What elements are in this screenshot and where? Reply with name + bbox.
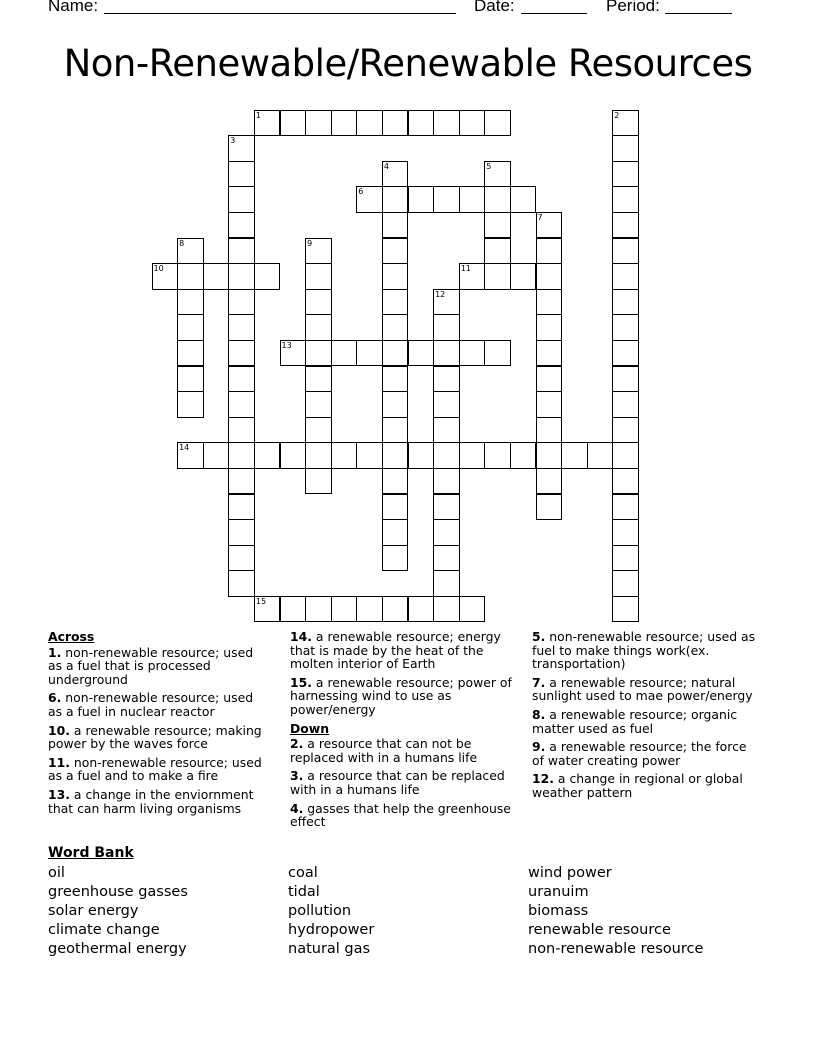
clue-number: 4: [383, 161, 389, 171]
crossword-cell[interactable]: [536, 289, 563, 316]
page-title: Non-Renewable/Renewable Resources: [63, 42, 753, 85]
crossword-cell[interactable]: [484, 186, 511, 213]
name-label: Name:: [48, 0, 99, 15]
crossword-cell[interactable]: [305, 366, 332, 393]
crossword-cell[interactable]: [356, 186, 383, 213]
clue-text: a renewable resource; organic matter used as fuel: [532, 706, 738, 736]
crossword-cell[interactable]: [228, 442, 255, 469]
crossword-cell[interactable]: [612, 366, 639, 393]
crossword-cell[interactable]: [612, 110, 639, 137]
crossword-cell[interactable]: [177, 391, 204, 418]
crossword-cell[interactable]: [408, 110, 435, 137]
crossword-cell[interactable]: [484, 110, 511, 137]
clue-number: 8: [179, 238, 185, 248]
word-bank-column-1: [48, 864, 188, 959]
crossword-cell[interactable]: [612, 238, 639, 265]
word-bank-item: natural gas: [288, 941, 371, 957]
crossword-cell[interactable]: [433, 340, 460, 367]
word-bank-item: renewable resource: [528, 922, 671, 938]
crossword-cell[interactable]: [459, 186, 486, 213]
crossword-cell[interactable]: [510, 442, 537, 469]
crossword-cell[interactable]: [433, 570, 460, 597]
crossword-cell[interactable]: [356, 110, 383, 137]
crossword-cell[interactable]: [433, 417, 460, 444]
word-bank-item: coal: [288, 865, 318, 881]
clue: [290, 737, 518, 764]
clue-num: 8.: [532, 706, 546, 722]
crossword-cell[interactable]: [484, 212, 511, 239]
clue-text: non-renewable resource; used as a fuel that is processed underground: [48, 644, 254, 687]
clue-number: 12: [435, 289, 446, 299]
clue-num: 14.: [290, 629, 312, 644]
crossword-cell[interactable]: [254, 596, 281, 623]
crossword-cell[interactable]: [536, 468, 563, 495]
clue-num: 6.: [48, 690, 62, 706]
crossword-cell[interactable]: [536, 212, 563, 239]
crossword-cell[interactable]: [382, 110, 409, 137]
crossword-cell[interactable]: [305, 238, 332, 265]
word-bank-item: oil: [48, 865, 65, 881]
crossword-cell[interactable]: [536, 314, 563, 341]
crossword-cell[interactable]: [612, 519, 639, 546]
crossword-cell[interactable]: [484, 442, 511, 469]
crossword-cell[interactable]: [612, 442, 639, 469]
clue-number: 2: [614, 110, 620, 120]
word-bank-item: solar energy: [48, 903, 139, 919]
crossword-cell[interactable]: [382, 340, 409, 367]
clue: [48, 691, 270, 718]
crossword-cell[interactable]: [382, 391, 409, 418]
clue-num: 10.: [48, 722, 70, 738]
clue: [290, 802, 518, 829]
word-bank-item: non-renewable resource: [528, 941, 704, 957]
clue-text: a change in regional or global weather pattern: [532, 771, 743, 800]
clue-text: non-renewable resource; used as a fuel in nuclear reactor: [48, 690, 254, 719]
crossword-cell[interactable]: [433, 366, 460, 393]
crossword-cell[interactable]: [433, 596, 460, 623]
crossword-cell[interactable]: [561, 442, 588, 469]
word-bank-item: uranuim: [528, 884, 589, 900]
crossword-cell[interactable]: [612, 417, 639, 444]
clue: [48, 788, 270, 815]
clue-text: a renewable resource; energy that is made by the heat of the molten interior of Earth: [290, 629, 501, 672]
clue: [290, 676, 518, 717]
crossword-cell[interactable]: [228, 289, 255, 316]
crossword-cell[interactable]: [203, 263, 230, 290]
crossword-cell[interactable]: [612, 289, 639, 316]
crossword-cell[interactable]: [408, 340, 435, 367]
crossword-cell[interactable]: [305, 391, 332, 418]
crossword-cell[interactable]: [280, 596, 307, 623]
word-bank-item: geothermal energy: [48, 941, 187, 957]
clue-number: 1: [255, 110, 261, 120]
crossword-cell[interactable]: [177, 289, 204, 316]
crossword-cell[interactable]: [459, 596, 486, 623]
crossword-cell[interactable]: [228, 161, 255, 188]
crossword-cell[interactable]: [254, 110, 281, 137]
crossword-cell[interactable]: [382, 238, 409, 265]
crossword-cell[interactable]: [536, 340, 563, 367]
crossword-cell[interactable]: [612, 212, 639, 239]
crossword-cell[interactable]: [459, 340, 486, 367]
crossword-cell[interactable]: [536, 391, 563, 418]
crossword-cell[interactable]: [382, 366, 409, 393]
crossword-cell[interactable]: [612, 161, 639, 188]
clue-num: 9.: [532, 739, 546, 755]
crossword-cell[interactable]: [382, 263, 409, 290]
crossword-cell[interactable]: [356, 596, 383, 623]
clue-text: a change in the enviornment that can harm living organisms: [48, 786, 254, 816]
crossword-cell[interactable]: [382, 161, 409, 188]
crossword-cell[interactable]: [612, 468, 639, 495]
crossword-cell[interactable]: [612, 545, 639, 572]
crossword-cell[interactable]: [382, 494, 409, 521]
word-bank-title: Word Bank: [48, 845, 134, 861]
clue-num: 13.: [48, 786, 70, 802]
crossword-cell[interactable]: [536, 417, 563, 444]
crossword-cell[interactable]: [228, 186, 255, 213]
crossword-cell[interactable]: [459, 110, 486, 137]
clue-number: 11: [460, 264, 471, 274]
crossword-cell[interactable]: [305, 468, 332, 495]
crossword-cell[interactable]: [280, 442, 307, 469]
crossword-cell[interactable]: [305, 263, 332, 290]
crossword-cell[interactable]: [612, 596, 639, 623]
clue-text: gasses that help the greenhouse effect: [290, 800, 511, 830]
clue-number: 13: [281, 340, 292, 350]
crossword-cell[interactable]: [612, 570, 639, 597]
crossword-cell[interactable]: [433, 289, 460, 316]
crossword-cell[interactable]: [228, 391, 255, 418]
crossword-cell[interactable]: [228, 494, 255, 521]
crossword-cell[interactable]: [331, 110, 358, 137]
crossword-cell[interactable]: [305, 442, 332, 469]
crossword-cell[interactable]: [382, 596, 409, 623]
crossword-cell[interactable]: [177, 366, 204, 393]
clue-num: 5.: [532, 629, 546, 644]
crossword-cell[interactable]: [612, 263, 639, 290]
clue-number: 14: [179, 443, 190, 453]
word-bank-column-2: [288, 864, 374, 959]
clue-heading: Across: [48, 629, 95, 644]
crossword-cell[interactable]: [382, 545, 409, 572]
crossword-cell[interactable]: [177, 314, 204, 341]
crossword-cell[interactable]: [177, 238, 204, 265]
clue-text: non-renewable resource; used as a fuel and to make a fire: [48, 754, 262, 784]
clue-num: 15.: [290, 674, 312, 690]
crossword-cell[interactable]: [228, 545, 255, 572]
word-bank-item: pollution: [288, 903, 352, 919]
crossword-cell[interactable]: [305, 596, 332, 623]
crossword-cell[interactable]: [612, 314, 639, 341]
clue: [532, 740, 760, 767]
crossword-cell[interactable]: [484, 161, 511, 188]
crossword-cell[interactable]: [612, 340, 639, 367]
clue-text: a renewable resource; power of harnessing wind to use as power/energy: [290, 674, 512, 717]
crossword-cell[interactable]: [536, 263, 563, 290]
clue-num: 7.: [532, 674, 546, 690]
crossword-cell[interactable]: [612, 135, 639, 162]
clue-column-3: [532, 630, 760, 805]
crossword-cell[interactable]: [228, 468, 255, 495]
crossword-cell[interactable]: [203, 442, 230, 469]
crossword-cell[interactable]: [331, 340, 358, 367]
crossword-cell[interactable]: [382, 468, 409, 495]
crossword-cell[interactable]: [484, 238, 511, 265]
crossword-cell[interactable]: [433, 545, 460, 572]
clue: [48, 724, 270, 751]
crossword-cell[interactable]: [484, 340, 511, 367]
crossword-cell[interactable]: [331, 442, 358, 469]
clue-num: 1.: [48, 644, 62, 660]
clue-text: a renewable resource; the force of water creating power: [532, 739, 747, 768]
crossword-cell[interactable]: [536, 238, 563, 265]
crossword-cell[interactable]: [228, 519, 255, 546]
clue-number: 10: [153, 264, 164, 274]
crossword-cell[interactable]: [510, 263, 537, 290]
clue-text: a renewable resource; natural sunlight used to mae power/energy: [532, 674, 753, 704]
crossword-cell[interactable]: [228, 135, 255, 162]
clue-num: 4.: [290, 800, 304, 816]
crossword-cell[interactable]: [459, 442, 486, 469]
clue-column-1: [48, 630, 270, 820]
clue-number: 9: [307, 238, 313, 248]
clue-number: 5: [486, 161, 492, 171]
crossword-cell[interactable]: [177, 340, 204, 367]
crossword-cell[interactable]: [382, 519, 409, 546]
clue-num: 2.: [290, 736, 304, 752]
crossword-cell[interactable]: [280, 110, 307, 137]
crossword-cell[interactable]: [228, 366, 255, 393]
clue-text: a resource that can not be replaced with in a humans life: [290, 736, 478, 765]
crossword-cell[interactable]: [382, 186, 409, 213]
clue: [532, 772, 760, 799]
clue-number: 7: [537, 212, 543, 222]
crossword-cell[interactable]: [433, 391, 460, 418]
clue-column-2: [290, 630, 518, 834]
clue-text: a resource that can be replaced with in a humans life: [290, 768, 505, 797]
clue: [532, 708, 760, 735]
crossword-cell[interactable]: [382, 314, 409, 341]
clue-num: 3.: [290, 768, 304, 784]
word-bank-column-3: [528, 864, 703, 959]
crossword-cell[interactable]: [433, 468, 460, 495]
clue-heading: Down: [290, 720, 330, 736]
crossword-cell[interactable]: [177, 442, 204, 469]
crossword-cell[interactable]: [433, 519, 460, 546]
crossword-cell[interactable]: [612, 391, 639, 418]
crossword-cell[interactable]: [433, 314, 460, 341]
crossword-cell[interactable]: [254, 442, 281, 469]
crossword-cell[interactable]: [254, 263, 281, 290]
crossword-cell[interactable]: [228, 263, 255, 290]
crossword-cell[interactable]: [280, 340, 307, 367]
crossword-cell[interactable]: [305, 289, 332, 316]
clue: [290, 769, 518, 796]
crossword-cell[interactable]: [587, 442, 614, 469]
crossword-cell[interactable]: [382, 289, 409, 316]
crossword-cell[interactable]: [228, 417, 255, 444]
crossword-cell[interactable]: [408, 442, 435, 469]
crossword-cell[interactable]: [228, 340, 255, 367]
clue: [290, 630, 518, 671]
crossword-cell[interactable]: [382, 442, 409, 469]
clue-number: 15: [255, 596, 267, 606]
clue: [48, 756, 270, 783]
crossword-cell[interactable]: [536, 494, 563, 521]
crossword-cell[interactable]: [433, 110, 460, 137]
crossword-cell[interactable]: [228, 570, 255, 597]
crossword-cell[interactable]: [228, 212, 255, 239]
crossword-cell[interactable]: [433, 442, 460, 469]
crossword-cell[interactable]: [356, 442, 383, 469]
crossword-cell[interactable]: [484, 263, 511, 290]
crossword-cell[interactable]: [382, 212, 409, 239]
crossword-cell[interactable]: [305, 110, 332, 137]
crossword-cell[interactable]: [433, 494, 460, 521]
clue-num: 12.: [532, 771, 554, 787]
crossword-cell[interactable]: [382, 417, 409, 444]
crossword-cell[interactable]: [305, 314, 332, 341]
crossword-cell[interactable]: [408, 596, 435, 623]
crossword-cell[interactable]: [331, 596, 358, 623]
clue-number: 3: [230, 136, 236, 146]
clue-number: 6: [358, 187, 364, 197]
crossword-cell[interactable]: [228, 238, 255, 265]
crossword-cell[interactable]: [612, 494, 639, 521]
crossword-cell[interactable]: [536, 442, 563, 469]
crossword-cell[interactable]: [459, 263, 486, 290]
clue: [48, 646, 270, 687]
word-bank-item: wind power: [528, 865, 612, 881]
crossword-cell[interactable]: [152, 263, 179, 290]
crossword-cell[interactable]: [510, 186, 537, 213]
clue-text: non-renewable resource; used as fuel to make things work(ex. transportation): [532, 629, 756, 672]
crossword-cell[interactable]: [612, 186, 639, 213]
clue: [532, 676, 760, 703]
word-bank-item: greenhouse gasses: [48, 884, 188, 900]
crossword-cell[interactable]: [177, 263, 204, 290]
crossword-cell[interactable]: [356, 340, 383, 367]
crossword-cell[interactable]: [536, 366, 563, 393]
clue-num: 11.: [48, 754, 70, 770]
crossword-cell[interactable]: [305, 340, 332, 367]
word-bank-item: biomass: [528, 903, 589, 919]
crossword-cell[interactable]: [228, 314, 255, 341]
date-label: Date:: [474, 0, 515, 15]
word-bank-item: climate change: [48, 922, 160, 938]
crossword-cell[interactable]: [305, 417, 332, 444]
crossword-cell[interactable]: [433, 186, 460, 213]
period-label: Period:: [606, 0, 660, 15]
crossword-cell[interactable]: [408, 186, 435, 213]
clue: [532, 630, 760, 671]
word-bank-item: hydropower: [288, 922, 375, 938]
word-bank-item: tidal: [288, 884, 320, 900]
clue-text: a renewable resource; making power by the waves force: [48, 722, 262, 752]
